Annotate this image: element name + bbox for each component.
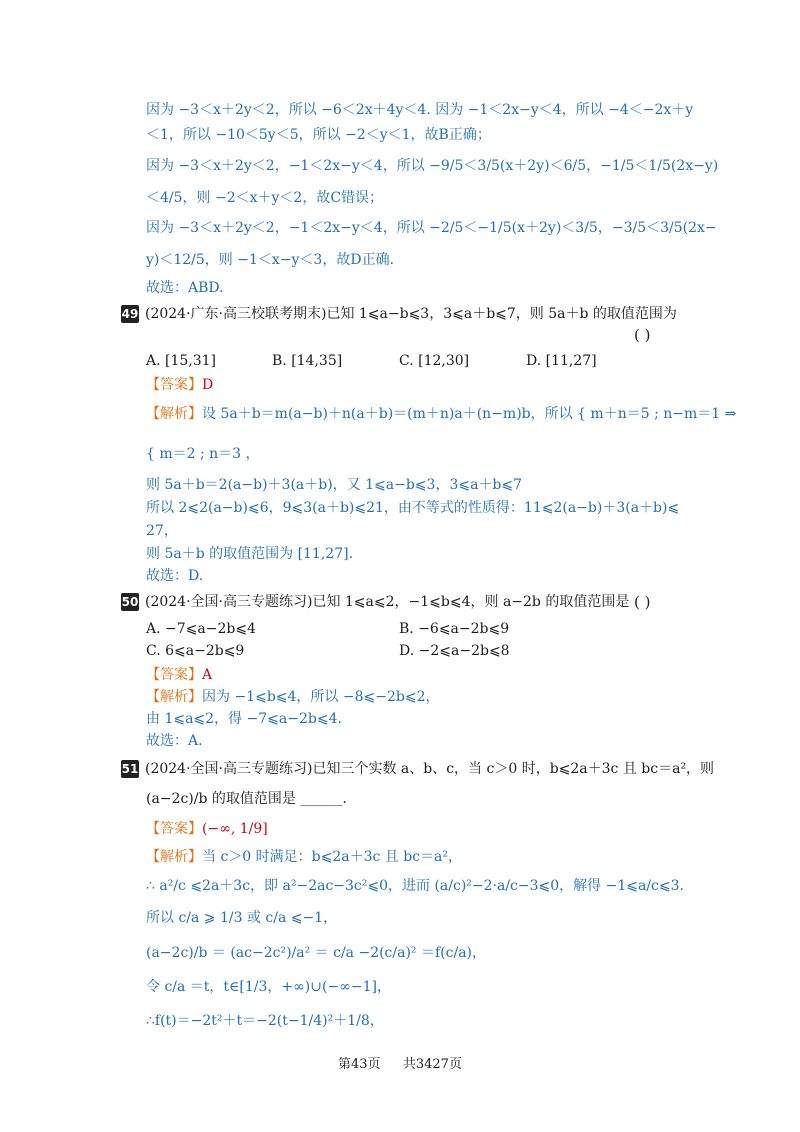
solution-line: ＜1，所以 −10＜5y＜5，所以 −2＜y＜1，故B正确； [146, 127, 491, 143]
answer [146, 820, 268, 838]
solution-line: 因为 −1⩽b⩽4，所以 −8⩽−2b⩽2， [202, 689, 440, 705]
option-a: A. [15,31] [146, 353, 217, 369]
solution-line: 所以 2⩽2(a−b)⩽6，9⩽3(a＋b)⩽21，由不等式的性质得：11⩽2(a−b)＋3(a＋b)⩽ [146, 500, 680, 516]
option-b: B. [14,35] [272, 353, 343, 369]
explanation [146, 848, 462, 866]
answer-value: A [202, 667, 213, 683]
answer-value: D [202, 377, 214, 393]
option-c: C. 6⩽a−2b⩽9 [146, 643, 245, 659]
solution-line: 则 5a＋b＝2(a−b)＋3(a＋b)，又 1⩽a−b⩽3，3⩽a＋b⩽7 [146, 477, 523, 493]
solution-line: 故选：ABD. [146, 280, 224, 296]
solution-line: 因为 −3＜x＋2y＜2，所以 −6＜2x＋4y＜4. 因为 −1＜2x−y＜4，所以 −4＜−2x＋y [146, 102, 694, 118]
explanation [146, 688, 439, 706]
solution-line: (a−2c)/b ＝ (ac−2c²)/a² ＝ c/a −2(c/a)² ＝f(c/a)， [146, 945, 486, 961]
question-stem: (2024·广东·高三校联考期末)已知 1⩽a−b⩽3，3⩽a＋b⩽7，则 5a＋b 的取值范围为 [145, 306, 677, 322]
page-footer [0, 1053, 800, 1072]
explanation-label: 【解析】 [146, 406, 202, 422]
solution-line: 故选：D. [146, 568, 204, 584]
solution-line: { m＝2 ; n＝3 ， [146, 446, 260, 462]
answer-value: (−∞, 1/9] [202, 821, 268, 837]
question-stem: (2024·全国·高三专题练习)已知 1⩽a⩽2，−1⩽b⩽4，则 a−2b 的取值范围是 [145, 594, 630, 610]
question-50 [121, 593, 629, 611]
option-a: A. −7⩽a−2b⩽4 [146, 621, 256, 637]
option-b: B. −6⩽a−2b⩽9 [399, 621, 510, 637]
question-49 [121, 305, 677, 323]
question-number: 51 [121, 762, 139, 776]
question-stem: (2024·全国·高三专题练习)已知三个实数 a、b、c，当 c＞0 时，b⩽2a＋3c 且 bc＝a²，则 [145, 761, 715, 777]
answer [146, 376, 213, 394]
solution-line: 由 1⩽a⩽2，得 −7⩽a−2b⩽4. [146, 711, 342, 727]
solution-line: 27， [146, 523, 178, 539]
solution-line: ∴ a²/c ⩽2a＋3c，即 a²−2ac−3c²⩽0，进而 (a/c)²−2·a/c−3⩽0，解得 −1⩽a/c⩽3. [146, 878, 684, 894]
solution-line: 因为 −3＜x＋2y＜2，−1＜2x−y＜4，所以 −2/5＜−1/5(x＋2y)＜3/5，−3/5＜3/5(2x− [146, 220, 717, 236]
solution-line: ＜4/5，则 −2＜x＋y＜2，故C错误； [146, 190, 384, 206]
option-d: D. [11,27] [526, 353, 597, 369]
solution-line: 所以 c/a ⩾ 1/3 或 c/a ⩽−1， [146, 910, 338, 926]
answer [146, 666, 212, 684]
answer-blank: ( ) [634, 593, 651, 611]
option-d: D. −2⩽a−2b⩽8 [399, 643, 510, 659]
solution-line: 则 5a＋b 的取值范围为 [11,27]. [146, 546, 354, 562]
question-51 [121, 760, 714, 778]
solution-line: 令 c/a ＝t，t∈[1/3，+∞)∪(−∞−1]， [146, 979, 391, 995]
explanation-label: 【解析】 [146, 849, 202, 865]
question-number: 50 [121, 595, 139, 609]
explanation-label: 【解析】 [146, 689, 202, 705]
solution-line: y)＜12/5，则 −1＜x−y＜3，故D正确. [146, 252, 395, 268]
solution-line: ∴f(t)＝−2t²＋t＝−2(t−1/4)²＋1/8， [146, 1013, 384, 1029]
solution-line: 当 c＞0 时满足：b⩽2a＋3c 且 bc＝a²， [202, 849, 463, 865]
answer-label: 【答案】 [146, 821, 202, 837]
question-number: 49 [121, 307, 139, 321]
solution-line: 因为 −3＜x＋2y＜2，−1＜2x−y＜4，所以 −9/5＜3/5(x＋2y)＜6/5，−1/5＜1/5(2x−y) [146, 158, 719, 174]
explanation [146, 405, 736, 423]
solution-line: 设 5a＋b＝m(a−b)＋n(a＋b)＝(m＋n)a＋(n−m)b，所以 { m＋n＝5 ; n−m＝1 ⇒ [202, 406, 737, 422]
option-c: C. [12,30] [399, 353, 470, 369]
question-stem-continued: (a−2c)/b 的取值范围是 ______. [146, 791, 347, 807]
page-number: 第43页 [338, 1057, 381, 1072]
answer-label: 【答案】 [146, 667, 202, 683]
answer-blank: ( ) [634, 326, 651, 344]
page-total: 共3427页 [402, 1057, 462, 1072]
answer-label: 【答案】 [146, 377, 202, 393]
solution-line: 故选：A. [146, 733, 203, 749]
